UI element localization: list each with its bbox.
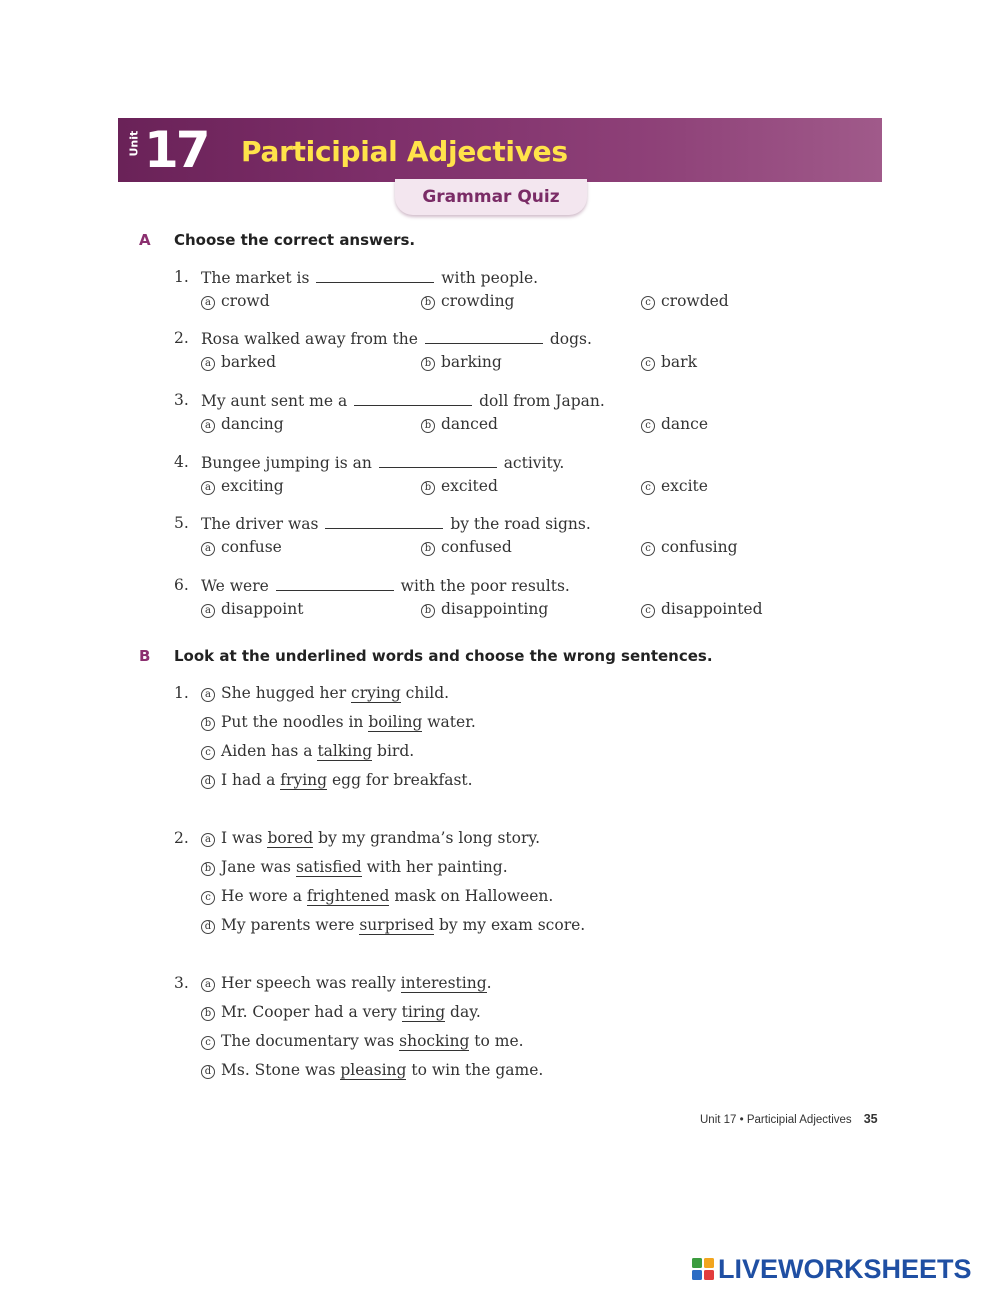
sentence-text: water. (422, 713, 476, 731)
sentence-text: bird. (372, 742, 415, 760)
answer-blank[interactable] (379, 453, 497, 468)
sentence-text: Jane was (221, 858, 296, 876)
option-text: bark (661, 353, 697, 371)
sentence-option-d[interactable] (201, 1061, 543, 1079)
stem-after: dogs. (549, 330, 592, 348)
option-letter-a: a (201, 688, 215, 702)
question-a-2 (0, 329, 1000, 379)
option-letter-c: c (641, 296, 655, 310)
underlined-word: interesting (400, 974, 487, 992)
answer-option-a[interactable] (201, 538, 282, 556)
option-text: danced (441, 415, 498, 433)
answer-blank[interactable] (316, 268, 434, 283)
sentence-text: Put the noodles in (221, 713, 369, 731)
option-letter-a: a (201, 357, 215, 371)
option-letter-c: c (641, 604, 655, 618)
underlined-word: satisfied (295, 858, 362, 876)
underlined-word: boiling (368, 713, 423, 731)
option-letter-a: a (201, 542, 215, 556)
sentence-text: day. (445, 1003, 481, 1021)
section-a-letter: A (139, 231, 151, 249)
sentence-option-d[interactable] (201, 771, 473, 789)
stem-before: The market is (201, 269, 310, 287)
question-a-6 (0, 576, 1000, 626)
grammar-quiz-label: Grammar Quiz (422, 187, 560, 207)
answer-option-c[interactable] (641, 415, 708, 433)
sentence-text: to me. (469, 1032, 524, 1050)
underlined-word: talking (317, 742, 373, 760)
question-number: 1. (174, 684, 189, 702)
stem-after: activity. (503, 454, 565, 472)
option-text: excited (441, 477, 498, 495)
answer-option-b[interactable] (421, 538, 512, 556)
option-letter-c: c (201, 746, 215, 760)
option-letter-b: b (201, 717, 215, 731)
question-a-5 (0, 514, 1000, 564)
option-text: dance (661, 415, 708, 433)
question-stem (201, 514, 591, 533)
page-number: 35 (863, 1112, 878, 1126)
option-letter-c: c (201, 891, 215, 905)
underlined-word: crying (351, 684, 401, 702)
question-a-4 (0, 453, 1000, 503)
answer-option-b[interactable] (421, 600, 548, 618)
answer-blank[interactable] (425, 329, 543, 344)
option-letter-a: a (201, 296, 215, 310)
answer-option-a[interactable] (201, 292, 270, 310)
question-a-1 (0, 268, 1000, 318)
answer-option-c[interactable] (641, 292, 729, 310)
sentence-option-b[interactable] (201, 1003, 481, 1021)
question-number: 3. (174, 974, 189, 992)
stem-before: The driver was (201, 515, 319, 533)
option-letter-a: a (201, 481, 215, 495)
answer-option-b[interactable] (421, 292, 514, 310)
option-letter-d: d (201, 775, 215, 789)
sentence-text: He wore a (221, 887, 307, 905)
option-text: crowd (221, 292, 270, 310)
option-text: confusing (661, 538, 738, 556)
answer-option-c[interactable] (641, 477, 708, 495)
underlined-word: bored (267, 829, 314, 847)
question-number: 2. (174, 829, 189, 847)
answer-option-a[interactable] (201, 415, 284, 433)
sentence-text: mask on Halloween. (389, 887, 554, 905)
option-letter-c: c (641, 481, 655, 495)
answer-option-b[interactable] (421, 415, 498, 433)
option-letter-b: b (421, 604, 435, 618)
sentence-text: Her speech was really (221, 974, 401, 992)
option-text: disappointing (441, 600, 549, 618)
question-number: 1. (174, 268, 189, 286)
question-number: 4. (174, 453, 189, 471)
sentence-option-a[interactable] (201, 684, 449, 702)
sentence-option-c[interactable] (201, 887, 553, 905)
option-text: crowding (441, 292, 515, 310)
answer-option-c[interactable] (641, 353, 697, 371)
option-letter-b: b (421, 357, 435, 371)
section-b-instruction: Look at the underlined words and choose the wrong sentences. (174, 647, 713, 665)
underlined-word: frightened (306, 887, 390, 905)
option-letter-a: a (201, 978, 215, 992)
sentence-text: by my exam score. (434, 916, 586, 934)
option-text: crowded (661, 292, 729, 310)
sentence-text: Ms. Stone was (221, 1061, 341, 1079)
sentence-option-a[interactable] (201, 829, 540, 847)
unit-label: Unit (127, 130, 141, 157)
option-letter-d: d (201, 1065, 215, 1079)
answer-option-b[interactable] (421, 353, 502, 371)
option-text: dancing (221, 415, 284, 433)
liveworksheets-wordmark: LIVEWORKSHEETS (718, 1254, 972, 1284)
sentence-text: Aiden has a (221, 742, 318, 760)
sentence-option-a[interactable] (201, 974, 492, 992)
answer-option-a[interactable] (201, 353, 276, 371)
sentence-text: She hugged her (221, 684, 352, 702)
answer-option-b[interactable] (421, 477, 498, 495)
option-text: disappointed (661, 600, 763, 618)
stem-before: Bungee jumping is an (201, 454, 372, 472)
question-stem (201, 576, 570, 595)
underlined-word: tiring (401, 1003, 446, 1021)
stem-before: My aunt sent me a (201, 392, 348, 410)
answer-blank[interactable] (276, 576, 394, 591)
sentence-text: I was (221, 829, 268, 847)
option-letter-b: b (421, 481, 435, 495)
underlined-word: frying (280, 771, 328, 789)
option-text: exciting (221, 477, 284, 495)
underlined-word: pleasing (340, 1061, 407, 1079)
option-text: confused (441, 538, 512, 556)
sentence-option-c[interactable] (201, 742, 414, 760)
option-letter-c: c (641, 419, 655, 433)
stem-before: We were (201, 577, 269, 595)
option-letter-d: d (201, 920, 215, 934)
question-stem (201, 329, 592, 348)
answer-blank[interactable] (354, 391, 472, 406)
sentence-option-c[interactable] (201, 1032, 524, 1050)
sentence-text: Mr. Cooper had a very (221, 1003, 402, 1021)
sentence-text: My parents were (221, 916, 360, 934)
answer-option-a[interactable] (201, 477, 284, 495)
answer-option-a[interactable] (201, 600, 303, 618)
sentence-option-d[interactable] (201, 916, 585, 934)
sentence-text: egg for breakfast. (327, 771, 473, 789)
section-a-instruction: Choose the correct answers. (174, 231, 416, 249)
option-letter-a: a (201, 419, 215, 433)
question-number: 2. (174, 329, 189, 347)
option-letter-a: a (201, 604, 215, 618)
question-stem (201, 391, 605, 410)
option-letter-c: c (201, 1036, 215, 1050)
option-letter-b: b (421, 542, 435, 556)
question-number: 5. (174, 514, 189, 532)
section-b-letter: B (139, 647, 151, 665)
option-text: barked (221, 353, 277, 371)
sentence-text: I had a (221, 771, 281, 789)
question-stem (201, 453, 564, 472)
sentence-text: to win the game. (406, 1061, 544, 1079)
answer-option-c[interactable] (641, 538, 738, 556)
stem-after: by the road signs. (450, 515, 591, 533)
stem-after: doll from Japan. (479, 392, 605, 410)
underlined-word: surprised (359, 916, 435, 934)
sentence-option-b[interactable] (201, 858, 508, 876)
stem-after: with the poor results. (400, 577, 570, 595)
liveworksheets-logo-icon (692, 1258, 714, 1280)
sentence-text: with her painting. (361, 858, 508, 876)
option-text: excite (661, 477, 708, 495)
option-letter-b: b (421, 296, 435, 310)
option-letter-a: a (201, 833, 215, 847)
sentence-text: by my grandma’s long story. (313, 829, 541, 847)
sentence-text: The documentary was (221, 1032, 400, 1050)
option-text: disappoint (221, 600, 304, 618)
sentence-text: child. (400, 684, 450, 702)
option-letter-b: b (201, 1007, 215, 1021)
question-number: 3. (174, 391, 189, 409)
question-number: 6. (174, 576, 189, 594)
option-letter-c: c (641, 542, 655, 556)
option-letter-c: c (641, 357, 655, 371)
option-letter-b: b (421, 419, 435, 433)
stem-after: with people. (441, 269, 539, 287)
answer-blank[interactable] (325, 514, 443, 529)
page-title: Participial Adjectives (241, 135, 568, 168)
running-head: Unit 17 • Participial Adjectives (700, 1114, 852, 1126)
page-footer (700, 1112, 878, 1126)
option-letter-b: b (201, 862, 215, 876)
unit-number: 17 (144, 121, 208, 179)
underlined-word: shocking (399, 1032, 470, 1050)
stem-before: Rosa walked away from the (201, 330, 418, 348)
answer-option-c[interactable] (641, 600, 763, 618)
question-stem (201, 268, 538, 287)
option-text: confuse (221, 538, 282, 556)
option-text: barking (441, 353, 502, 371)
sentence-option-b[interactable] (201, 713, 476, 731)
question-a-3 (0, 391, 1000, 441)
sentence-text: . (486, 974, 492, 992)
